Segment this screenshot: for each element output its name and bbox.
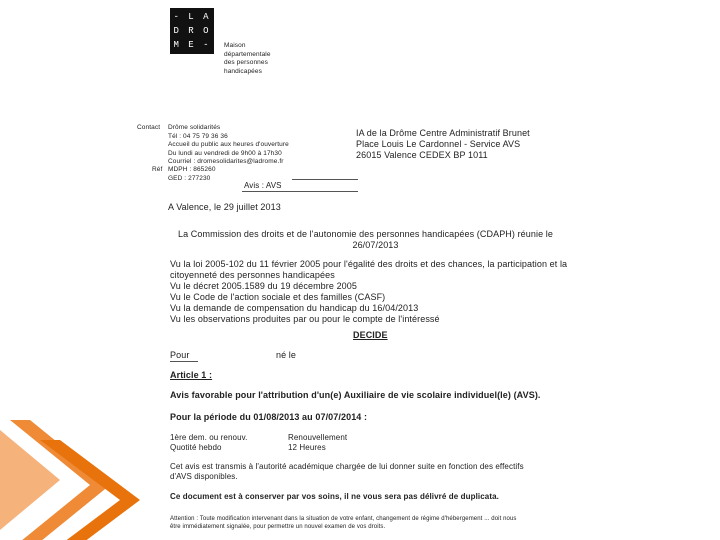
- org-line: Maison: [224, 42, 246, 49]
- attention-line: Attention : Toute modification intervenant dans la situation de votre enfant, changement de régime d'hébergement ... doit nous: [170, 516, 517, 522]
- ref-line: MDPH : 865260: [168, 166, 216, 173]
- birth-label: né le: [276, 350, 297, 360]
- consideration-line: Vu le Code de l'action sociale et des familles (CASF): [170, 292, 386, 302]
- consideration-line: Vu le décret 2005.1589 du 19 décembre 2005: [170, 281, 358, 291]
- period-statement: Pour la période du 01/08/2013 au 07/07/2014 :: [170, 412, 368, 422]
- attention-line: être immédiatement signalée, pour permettre un nouvel examen de vos droits.: [170, 524, 386, 530]
- recipient-line: Place Louis Le Cardonnel - Service AVS: [356, 139, 521, 149]
- ref-line: GED : 277230: [168, 174, 211, 182]
- logo-line: D R O: [173, 26, 211, 36]
- detail-label: 1ère dem. ou renouv.: [170, 433, 248, 442]
- transmit-line: d'AVS disponibles.: [170, 472, 238, 481]
- attention-note: [170, 515, 590, 531]
- contact-line: Courriel : dromesolidarites@ladrome.fr: [168, 158, 284, 165]
- decorative-chevrons: [0, 420, 140, 540]
- consideration-line: citoyenneté des personnes handicapées: [170, 270, 335, 280]
- org-line: départementale: [224, 50, 271, 58]
- doc-title: Avis : AVS: [244, 181, 282, 190]
- ref-block: [168, 166, 216, 183]
- consideration-line: Vu les observations produites par ou pour le compte de l'intéressé: [170, 314, 440, 324]
- commission-line: La Commission des droits et de l'autonomie des personnes handicapées (CDAPH) réunie le: [178, 229, 554, 239]
- article-heading: Article 1 :: [170, 370, 213, 380]
- contact-line: Accueil du public aux heures d'ouverture: [168, 141, 289, 148]
- recipient-line: 26015 Valence CEDEX BP 1011: [356, 150, 488, 160]
- ref-label: Réf: [152, 166, 163, 173]
- pour-label: Pour: [170, 350, 190, 360]
- org-name: [224, 42, 271, 76]
- transmit-statement: [170, 462, 580, 482]
- contact-label: Contact: [137, 124, 161, 131]
- org-line: des personnes: [224, 59, 268, 66]
- contact-line: Tél : 04 75 79 36 36: [168, 132, 228, 140]
- detail-value: Renouvellement: [288, 433, 348, 442]
- contact-line: Drôme solidarités: [168, 124, 221, 131]
- date-line: A Valence, le 29 juillet 2013: [168, 202, 281, 212]
- transmit-line: Cet avis est transmis à l'autorité académique chargée de lui donner suite en fonction des effectifs: [170, 462, 524, 471]
- commission-line: 26/07/2013: [352, 240, 399, 250]
- contact-line: Du lundi au vendredi de 9h00 à 17h30: [168, 149, 282, 157]
- title-rule-bottom: [242, 191, 358, 192]
- consideration-line: Vu la demande de compensation du handicap du 16/04/2013: [170, 303, 419, 313]
- logo-line: - L A: [173, 12, 211, 22]
- decide-heading: DECIDE: [353, 330, 388, 340]
- detail-value: 12 Heures: [288, 443, 326, 452]
- la-drome-logo: [170, 8, 214, 54]
- title-rule-top: [292, 179, 358, 180]
- keep-statement: Ce document est à conserver par vos soins, il ne vous sera pas délivré de duplicata.: [170, 492, 499, 501]
- commission-statement: [178, 229, 573, 251]
- org-line: handicapées: [224, 67, 262, 75]
- consideration-line: Vu la loi 2005-102 du 11 février 2005 pour l'égalité des droits et des chances, la participation et la: [170, 259, 568, 269]
- avis-statement: Avis favorable pour l'attribution d'un(e) Auxiliaire de vie scolaire individuel(le) (AVS).: [170, 390, 541, 400]
- recipient-address: [356, 128, 530, 161]
- recipient-line: IA de la Drôme Centre Administratif Brunet: [356, 128, 530, 138]
- considerations-list: [170, 259, 580, 325]
- logo-line: M E -: [173, 40, 211, 50]
- detail-label: Quotité hebdo: [170, 443, 222, 452]
- redaction-line: [170, 361, 198, 362]
- contact-block: [168, 124, 289, 167]
